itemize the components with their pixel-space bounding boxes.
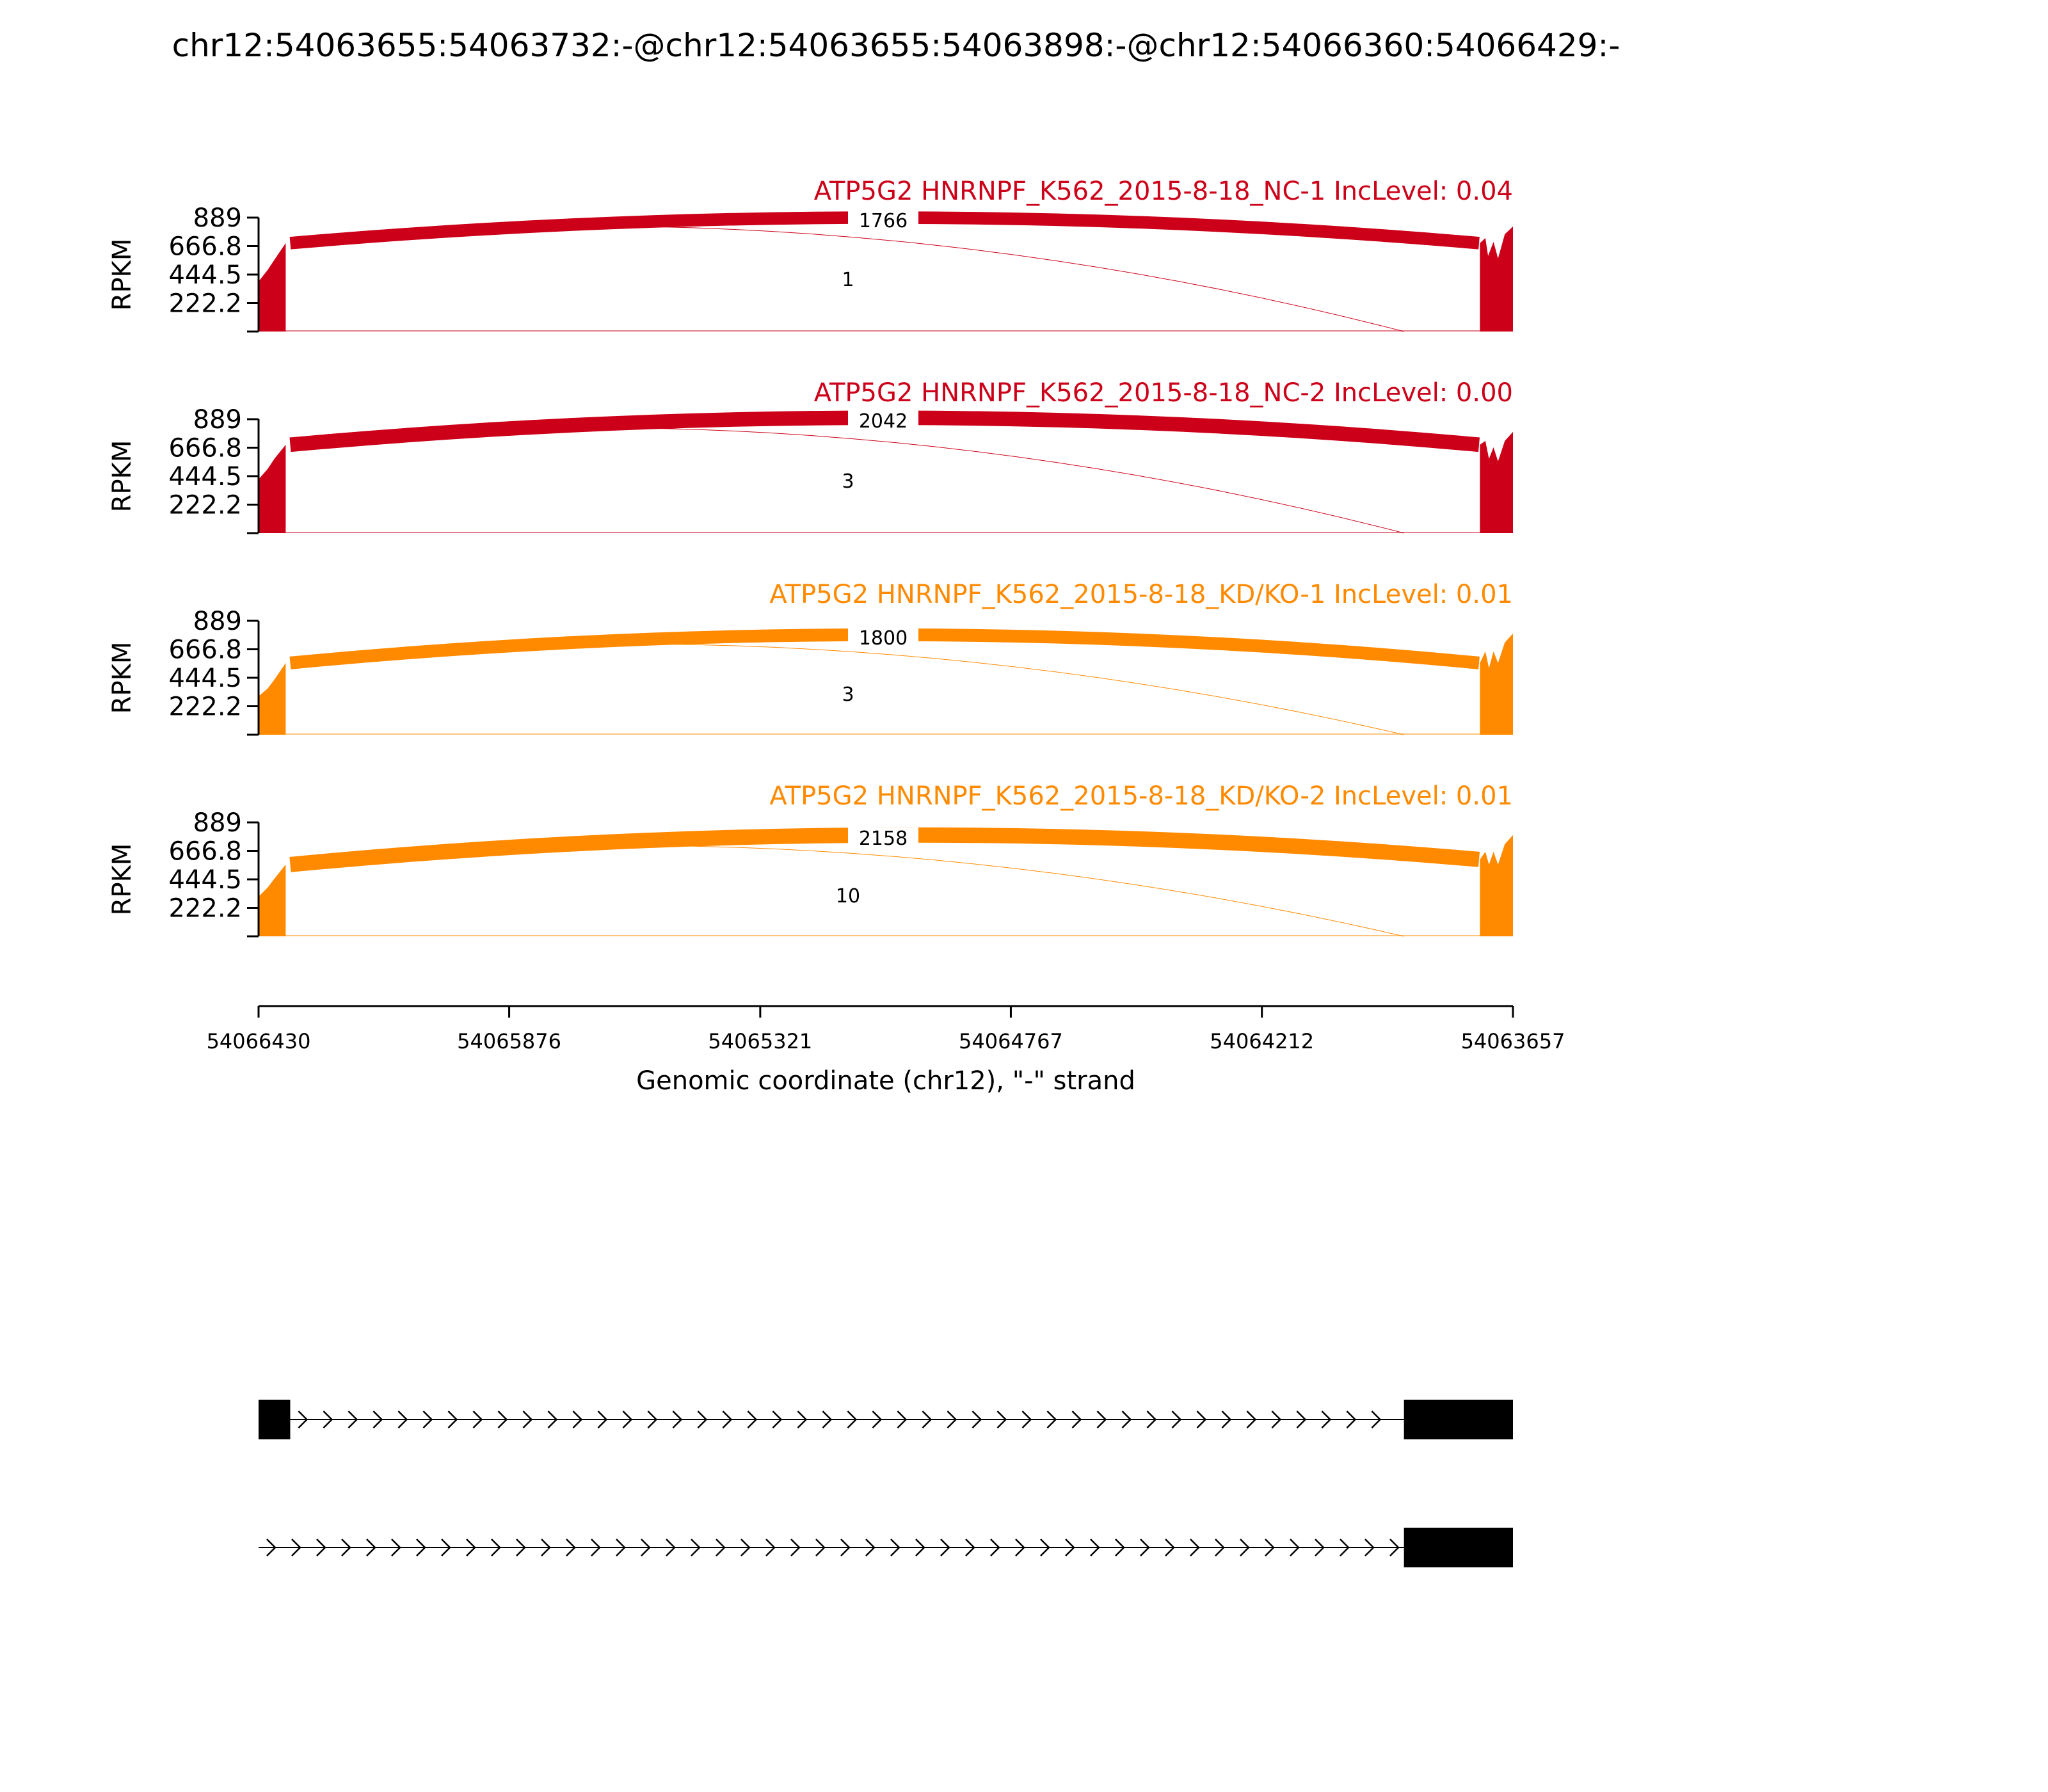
y-tick-label: 222.2 — [168, 490, 242, 520]
junction-label: 2042 — [858, 410, 908, 433]
exon-block — [1404, 1400, 1513, 1439]
x-tick-label: 54066430 — [206, 1029, 311, 1053]
y-axis-label: RPKM — [108, 641, 137, 714]
sample-title: ATP5G2 HNRNPF_K562_2015-8-18_KD/KO-1 IncLevel: 0.01 — [769, 580, 1513, 609]
page-title: chr12:54063655:54063732:-@chr12:54063655:54063898:-@chr12:54066360:54066429:- — [172, 27, 1620, 64]
y-tick-label: 666.8 — [168, 635, 242, 665]
junction-label: 1800 — [858, 627, 908, 650]
sashimi-panel-1 — [108, 177, 1513, 332]
sashimi-panel-3 — [108, 580, 1513, 735]
x-tick-label: 54065876 — [457, 1029, 562, 1053]
y-tick-label: 889 — [193, 808, 242, 838]
junction-label: 3 — [842, 470, 854, 493]
x-tick-label: 54064212 — [1210, 1029, 1315, 1053]
y-tick-label: 889 — [193, 607, 242, 636]
y-tick-label: 666.8 — [168, 836, 242, 867]
x-axis — [207, 1006, 1565, 1096]
y-tick-label: 666.8 — [168, 433, 242, 463]
y-tick-label: 889 — [193, 204, 242, 233]
x-axis-label: Genomic coordinate (chr12), "-" strand — [636, 1066, 1135, 1096]
y-tick-label: 222.2 — [168, 692, 242, 722]
sashimi-panels — [108, 177, 1513, 936]
sample-title: ATP5G2 HNRNPF_K562_2015-8-18_NC-1 IncLevel: 0.04 — [813, 177, 1513, 206]
y-tick-label: 222.2 — [168, 289, 242, 319]
exon-block — [1404, 1528, 1513, 1567]
y-tick-label: 222.2 — [168, 893, 242, 924]
junction-label: 3 — [842, 683, 854, 706]
sample-title: ATP5G2 HNRNPF_K562_2015-8-18_NC-2 IncLevel: 0.00 — [813, 378, 1513, 408]
x-tick-label: 54063657 — [1460, 1029, 1565, 1053]
y-tick-label: 444.5 — [168, 260, 242, 290]
isoform-1 — [259, 1400, 1513, 1439]
y-tick-label: 444.5 — [168, 664, 242, 693]
y-axis-label: RPKM — [108, 440, 137, 513]
x-tick-label: 54064767 — [958, 1029, 1063, 1053]
coverage-exon-left — [259, 445, 285, 533]
junction-label: 1766 — [858, 210, 908, 232]
junction-label: 10 — [835, 884, 861, 908]
y-tick-label: 666.8 — [168, 232, 242, 262]
y-tick-label: 444.5 — [168, 865, 242, 895]
y-tick-label: 889 — [193, 405, 242, 435]
x-tick-label: 54065321 — [708, 1029, 813, 1053]
sashimi-panel-4 — [108, 781, 1513, 936]
coverage-exon-left — [259, 663, 285, 735]
coverage-exon-right — [1480, 634, 1513, 735]
coverage-exon-left — [259, 243, 285, 332]
sashimi-panel-2 — [108, 378, 1513, 533]
coverage-exon-right — [1480, 835, 1513, 936]
isoform-track — [259, 1400, 1513, 1567]
sample-title: ATP5G2 HNRNPF_K562_2015-8-18_KD/KO-2 IncLevel: 0.01 — [769, 781, 1513, 811]
junction-label: 1 — [842, 268, 854, 291]
coverage-exon-right — [1480, 227, 1513, 332]
exon-block — [259, 1400, 290, 1439]
y-axis-label: RPKM — [108, 238, 137, 311]
coverage-exon-right — [1480, 432, 1513, 533]
isoform-2 — [259, 1528, 1513, 1567]
y-axis-label: RPKM — [108, 843, 137, 916]
y-tick-label: 444.5 — [168, 462, 242, 492]
coverage-exon-left — [259, 865, 285, 936]
junction-label: 2158 — [858, 827, 908, 850]
